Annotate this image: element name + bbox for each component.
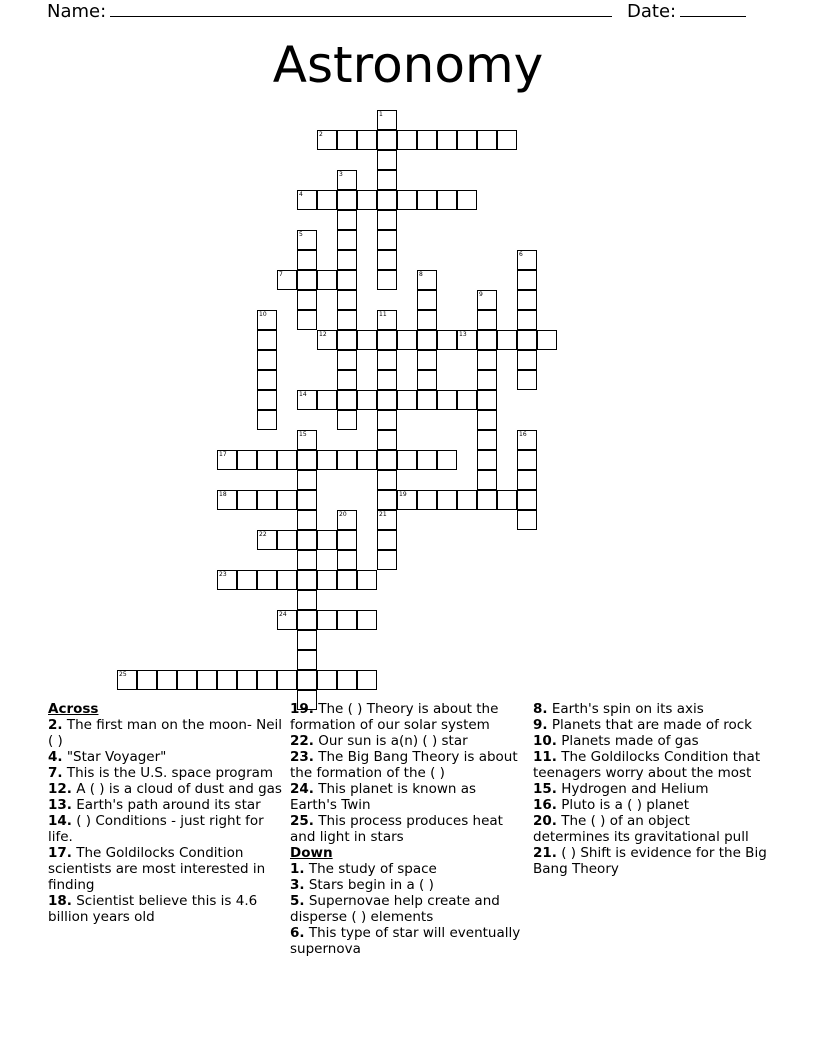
clue-column-1 (48, 701, 284, 925)
grid-cell[interactable] (437, 130, 457, 150)
clue-text: Pluto is a ( ) planet (556, 797, 690, 813)
clue-number: 13. (48, 797, 72, 813)
grid-cell[interactable] (517, 510, 537, 530)
clue-number: 5. (290, 893, 305, 909)
grid-cell[interactable] (337, 270, 357, 290)
grid-cell[interactable] (297, 250, 317, 270)
grid-number: 9 (479, 291, 483, 298)
grid-cell[interactable] (337, 230, 357, 250)
clue-number: 16. (533, 797, 557, 813)
grid-cell[interactable] (297, 510, 317, 530)
grid-cell[interactable] (417, 350, 437, 370)
clue-text: Scientist believe this is 4.6 billion years old (48, 893, 258, 925)
grid-number: 22 (259, 531, 267, 538)
grid-cell[interactable] (417, 130, 437, 150)
grid-cell[interactable] (197, 670, 217, 690)
down-clue (533, 733, 769, 749)
grid-cell[interactable] (357, 130, 377, 150)
clue-number: 25. (290, 813, 314, 829)
clue-text: Earth's spin on its axis (547, 701, 704, 717)
grid-number: 10 (259, 311, 267, 318)
grid-cell[interactable] (137, 670, 157, 690)
grid-number: 5 (299, 231, 303, 238)
date-label: Date: (627, 1, 677, 22)
grid-cell[interactable] (517, 330, 537, 350)
grid-cell[interactable] (257, 670, 277, 690)
across-clue (48, 845, 284, 893)
grid-cell[interactable] (377, 550, 397, 570)
grid-cell[interactable] (277, 670, 297, 690)
grid-cell[interactable] (377, 130, 397, 150)
clue-number: 23. (290, 749, 314, 765)
grid-cell[interactable] (397, 450, 417, 470)
grid-cell[interactable] (297, 290, 317, 310)
grid-cell[interactable] (317, 610, 337, 630)
grid-cell[interactable] (337, 670, 357, 690)
grid-cell[interactable] (337, 210, 357, 230)
clue-text: A ( ) is a cloud of dust and gas (71, 781, 282, 797)
clue-text: The study of space (304, 861, 437, 877)
grid-cell[interactable] (257, 570, 277, 590)
down-clue (533, 717, 769, 733)
grid-number: 18 (219, 491, 227, 498)
grid-cell[interactable] (337, 350, 357, 370)
grid-cell[interactable] (377, 490, 397, 510)
clue-text: The ( ) Theory is about the formation of our solar system (290, 701, 499, 733)
down-clue (533, 781, 769, 797)
grid-cell[interactable] (457, 390, 477, 410)
down-clue (533, 797, 769, 813)
grid-cell[interactable] (337, 190, 357, 210)
grid-number: 16 (519, 431, 527, 438)
grid-cell[interactable] (357, 190, 377, 210)
grid-cell[interactable] (477, 130, 497, 150)
grid-cell[interactable] (417, 450, 437, 470)
grid-cell[interactable] (397, 330, 417, 350)
grid-number: 7 (279, 271, 283, 278)
grid-number: 2 (319, 131, 323, 138)
grid-cell[interactable] (437, 490, 457, 510)
grid-cell[interactable] (297, 650, 317, 670)
grid-cell[interactable] (497, 130, 517, 150)
grid-cell[interactable] (517, 350, 537, 370)
across-clue (290, 733, 526, 749)
grid-cell[interactable] (437, 450, 457, 470)
grid-cell[interactable] (337, 610, 357, 630)
grid-cell[interactable] (277, 530, 297, 550)
grid-cell[interactable] (477, 430, 497, 450)
grid-cell[interactable] (277, 570, 297, 590)
clue-text: This is the U.S. space program (62, 765, 274, 781)
across-heading: Across (48, 701, 99, 717)
down-clue (533, 701, 769, 717)
grid-cell[interactable] (397, 130, 417, 150)
clue-text: Stars begin in a ( ) (304, 877, 434, 893)
across-clue (290, 781, 526, 813)
grid-cell[interactable] (417, 370, 437, 390)
grid-cell[interactable] (377, 230, 397, 250)
clue-number: 20. (533, 813, 557, 829)
grid-cell[interactable] (297, 590, 317, 610)
grid-cell[interactable] (377, 250, 397, 270)
grid-cell[interactable] (297, 470, 317, 490)
grid-cell[interactable] (297, 450, 317, 470)
clue-text: This planet is known as Earth's Twin (290, 781, 477, 813)
grid-cell[interactable] (317, 270, 337, 290)
grid-cell[interactable] (337, 450, 357, 470)
grid-cell[interactable] (417, 490, 437, 510)
grid-cell[interactable] (437, 330, 457, 350)
grid-cell[interactable] (517, 290, 537, 310)
grid-cell[interactable] (297, 570, 317, 590)
grid-cell[interactable] (377, 150, 397, 170)
clue-text: Hydrogen and Helium (556, 781, 709, 797)
grid-number: 6 (519, 251, 523, 258)
clue-text: This process produces heat and light in stars (290, 813, 503, 845)
grid-cell[interactable] (377, 410, 397, 430)
grid-cell[interactable] (377, 170, 397, 190)
grid-cell[interactable] (517, 310, 537, 330)
across-clue (48, 797, 284, 813)
grid-cell[interactable] (257, 390, 277, 410)
grid-cell[interactable] (297, 310, 317, 330)
grid-cell[interactable] (437, 190, 457, 210)
grid-cell[interactable] (517, 370, 537, 390)
grid-cell[interactable] (417, 310, 437, 330)
grid-cell[interactable] (357, 330, 377, 350)
grid-cell[interactable] (237, 670, 257, 690)
clue-text: This type of star will eventually supernova (290, 925, 521, 957)
grid-cell[interactable] (477, 470, 497, 490)
grid-cell[interactable] (297, 530, 317, 550)
grid-cell[interactable] (377, 450, 397, 470)
clue-number: 8. (533, 701, 548, 717)
grid-cell[interactable] (357, 670, 377, 690)
grid-cell[interactable] (237, 450, 257, 470)
grid-cell[interactable] (217, 670, 237, 690)
grid-number: 20 (339, 511, 347, 518)
grid-cell[interactable] (357, 450, 377, 470)
grid-cell[interactable] (457, 490, 477, 510)
clue-number: 19. (290, 701, 314, 717)
across-clue (290, 749, 526, 781)
grid-cell[interactable] (417, 390, 437, 410)
name-label: Name: (47, 1, 107, 22)
clue-number: 14. (48, 813, 72, 829)
across-clue (290, 813, 526, 845)
clue-text: The ( ) of an object determines its gravitational pull (533, 813, 749, 845)
grid-cell[interactable] (417, 190, 437, 210)
grid-cell[interactable] (377, 530, 397, 550)
grid-cell[interactable] (297, 490, 317, 510)
grid-cell[interactable] (257, 330, 277, 350)
clue-number: 11. (533, 749, 557, 765)
clue-number: 24. (290, 781, 314, 797)
down-clue (533, 813, 769, 845)
grid-number: 13 (459, 331, 467, 338)
grid-number: 17 (219, 451, 227, 458)
grid-cell[interactable] (517, 470, 537, 490)
grid-cell[interactable] (297, 670, 317, 690)
clue-column-3 (533, 701, 769, 877)
grid-cell[interactable] (397, 190, 417, 210)
clue-text: Planets made of gas (556, 733, 699, 749)
page-title: Astronomy (272, 36, 544, 94)
down-clue (290, 925, 526, 957)
across-clue (48, 813, 284, 845)
grid-cell[interactable] (257, 490, 277, 510)
clue-text: Planets that are made of rock (547, 717, 752, 733)
grid-cell[interactable] (457, 190, 477, 210)
grid-cell[interactable] (517, 270, 537, 290)
clue-text: Our sun is a(n) ( ) star (313, 733, 468, 749)
clue-text: The Big Bang Theory is about the formation of the ( ) (290, 749, 518, 781)
clue-text: The Goldilocks Condition that teenagers worry about the most (533, 749, 761, 781)
clue-number: 17. (48, 845, 72, 861)
grid-cell[interactable] (337, 290, 357, 310)
grid-cell[interactable] (317, 450, 337, 470)
grid-cell[interactable] (257, 410, 277, 430)
grid-cell[interactable] (357, 610, 377, 630)
grid-number: 3 (339, 171, 343, 178)
grid-cell[interactable] (377, 190, 397, 210)
grid-cell[interactable] (297, 610, 317, 630)
grid-cell[interactable] (477, 310, 497, 330)
grid-cell[interactable] (397, 390, 417, 410)
grid-cell[interactable] (337, 330, 357, 350)
grid-cell[interactable] (377, 390, 397, 410)
grid-cell[interactable] (377, 430, 397, 450)
grid-cell[interactable] (377, 330, 397, 350)
grid-cell[interactable] (337, 550, 357, 570)
down-clue (290, 861, 526, 877)
grid-cell[interactable] (297, 550, 317, 570)
grid-cell[interactable] (237, 570, 257, 590)
grid-number: 15 (299, 431, 307, 438)
clue-number: 1. (290, 861, 305, 877)
grid-cell[interactable] (297, 270, 317, 290)
grid-number: 21 (379, 511, 387, 518)
grid-cell[interactable] (477, 490, 497, 510)
clue-number: 22. (290, 733, 314, 749)
grid-cell[interactable] (477, 330, 497, 350)
grid-cell[interactable] (157, 670, 177, 690)
clue-number: 21. (533, 845, 557, 861)
grid-cell[interactable] (257, 350, 277, 370)
clue-text: The first man on the moon- Neil ( ) (48, 717, 283, 749)
grid-number: 19 (399, 491, 407, 498)
grid-cell[interactable] (317, 570, 337, 590)
clue-number: 7. (48, 765, 63, 781)
grid-cell[interactable] (337, 530, 357, 550)
across-clue (48, 765, 284, 781)
clue-text: "Star Voyager" (62, 749, 167, 765)
grid-cell[interactable] (177, 670, 197, 690)
grid-number: 24 (279, 611, 287, 618)
grid-cell[interactable] (357, 570, 377, 590)
across-clue (48, 781, 284, 797)
grid-cell[interactable] (337, 410, 357, 430)
clue-number: 2. (48, 717, 63, 733)
down-heading: Down (290, 845, 333, 861)
clue-number: 10. (533, 733, 557, 749)
grid-number: 25 (119, 671, 127, 678)
clue-column-2 (290, 701, 526, 957)
grid-cell[interactable] (317, 190, 337, 210)
across-clue (48, 893, 284, 925)
clue-number: 4. (48, 749, 63, 765)
clue-text: Supernovae help create and disperse ( ) elements (290, 893, 500, 925)
grid-cell[interactable] (337, 390, 357, 410)
clue-text: Earth's path around its star (71, 797, 261, 813)
grid-cell[interactable] (497, 330, 517, 350)
grid-cell[interactable] (337, 250, 357, 270)
down-clue (290, 877, 526, 893)
grid-cell[interactable] (317, 530, 337, 550)
grid-number: 11 (379, 311, 387, 318)
across-clue (290, 701, 526, 733)
down-clue (290, 893, 526, 925)
grid-cell[interactable] (477, 410, 497, 430)
grid-cell[interactable] (417, 330, 437, 350)
grid-cell[interactable] (517, 490, 537, 510)
grid-number: 1 (379, 111, 383, 118)
grid-cell[interactable] (377, 370, 397, 390)
clue-number: 3. (290, 877, 305, 893)
grid-cell[interactable] (237, 490, 257, 510)
grid-cell[interactable] (337, 130, 357, 150)
grid-number: 23 (219, 571, 227, 578)
grid-cell[interactable] (537, 330, 557, 350)
down-clue (533, 845, 769, 877)
grid-cell[interactable] (277, 450, 297, 470)
grid-number: 14 (299, 391, 307, 398)
grid-number: 12 (319, 331, 327, 338)
clue-number: 15. (533, 781, 557, 797)
clue-number: 12. (48, 781, 72, 797)
clue-number: 6. (290, 925, 305, 941)
clue-number: 18. (48, 893, 72, 909)
clue-text: The Goldilocks Condition scientists are most interested in finding (48, 845, 266, 893)
grid-cell[interactable] (377, 210, 397, 230)
grid-cell[interactable] (477, 390, 497, 410)
grid-cell[interactable] (417, 290, 437, 310)
clue-text: ( ) Shift is evidence for the Big Bang Theory (533, 845, 767, 877)
across-clue (48, 717, 284, 749)
grid-number: 8 (419, 271, 423, 278)
down-clue (533, 749, 769, 781)
grid-cell[interactable] (257, 450, 277, 470)
grid-cell[interactable] (477, 450, 497, 470)
grid-cell[interactable] (457, 130, 477, 150)
grid-cell[interactable] (497, 490, 517, 510)
grid-cell[interactable] (337, 310, 357, 330)
clue-number: 9. (533, 717, 548, 733)
grid-cell[interactable] (377, 270, 397, 290)
grid-cell[interactable] (317, 390, 337, 410)
grid-cell[interactable] (337, 370, 357, 390)
grid-number: 4 (299, 191, 303, 198)
grid-cell[interactable] (377, 350, 397, 370)
grid-cell[interactable] (517, 450, 537, 470)
grid-cell[interactable] (317, 670, 337, 690)
grid-cell[interactable] (297, 630, 317, 650)
grid-cell[interactable] (257, 370, 277, 390)
grid-cell[interactable] (357, 390, 377, 410)
grid-cell[interactable] (277, 490, 297, 510)
grid-cell[interactable] (477, 350, 497, 370)
grid-cell[interactable] (337, 570, 357, 590)
grid-cell[interactable] (437, 390, 457, 410)
clue-text: ( ) Conditions - just right for life. (48, 813, 264, 845)
grid-cell[interactable] (477, 370, 497, 390)
across-clue (48, 749, 284, 765)
grid-cell[interactable] (377, 470, 397, 490)
